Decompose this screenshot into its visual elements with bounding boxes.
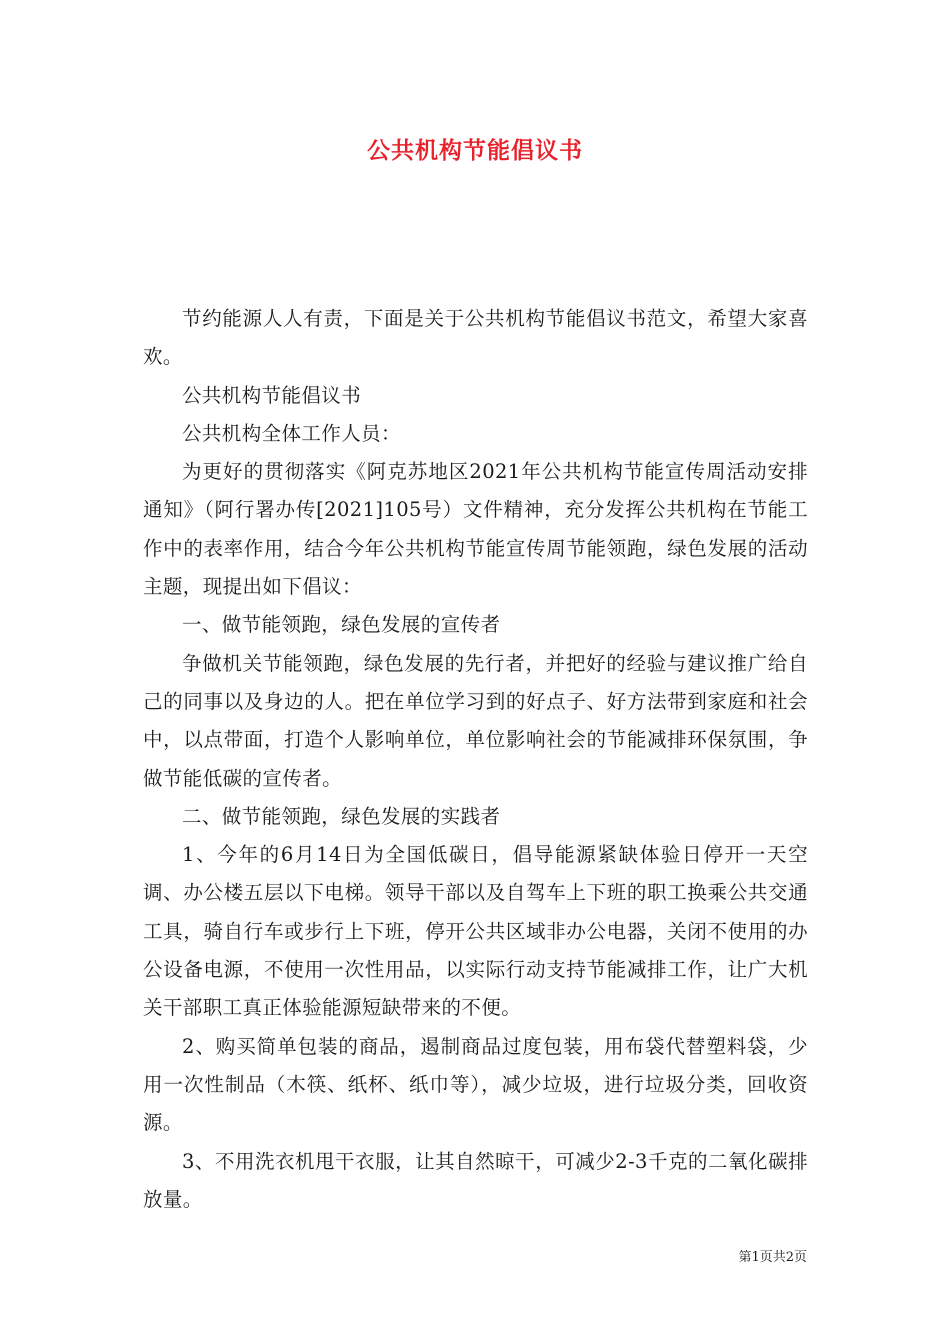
paragraph-intro: 节约能源人人有责，下面是关于公共机构节能倡议书范文，希望大家喜欢。 xyxy=(143,307,808,369)
paragraph-preamble: 为更好的贯彻落实《阿克苏地区2021年公共机构节能宣传周活动安排通知》（阿行署办传[2021]105号）文件精神，充分发挥公共机构在节能工作中的表率作用，结合今年公共机构节能宣传周节能领跑，绿色发展的活动主题，现提出如下倡议： xyxy=(143,460,808,599)
page-number: 第1页共2页 xyxy=(738,1250,807,1265)
paragraph-subtitle: 公共机构节能倡议书 xyxy=(182,383,362,407)
paragraph-item-2: 2、购买简单包装的商品，遏制商品过度包装，用布袋代替塑料袋，少用一次性制品（木筷、纸杯、纸巾等），减少垃圾，进行垃圾分类，回收资源。 xyxy=(143,1034,808,1135)
paragraph-section-1: 争做机关节能领跑，绿色发展的先行者，并把好的经验与建议推广给自己的同事以及身边的人。把在单位学习到的好点子、好方法带到家庭和社会中，以点带面，打造个人影响单位，单位影响社会的节能减排环保氛围，争做节能低碳的宣传者。 xyxy=(143,651,808,790)
paragraph-item-3: 3、不用洗衣机甩干衣服，让其自然晾干，可减少2-3千克的二氧化碳排放量。 xyxy=(143,1149,808,1211)
paragraph-item-1: 1、今年的6月14日为全国低碳日，倡导能源紧缺体验日停开一天空调、办公楼五层以下电梯。领导干部以及自驾车上下班的职工换乘公共交通工具，骑自行车或步行上下班，停开公共区域非办公电器，关闭不使用的办公设备电源，不使用一次性用品，以实际行动支持节能减排工作，让广大机关干部职工真正体验能源短缺带来的不便。 xyxy=(143,843,808,1020)
document-body xyxy=(143,300,808,1219)
paragraph-salutation: 公共机构全体工作人员： xyxy=(182,421,401,445)
section-heading-2: 二、做节能领跑，绿色发展的实践者 xyxy=(182,804,501,828)
document-title: 公共机构节能倡议书 xyxy=(367,137,583,164)
section-heading-1: 一、做节能领跑，绿色发展的宣传者 xyxy=(182,613,501,637)
